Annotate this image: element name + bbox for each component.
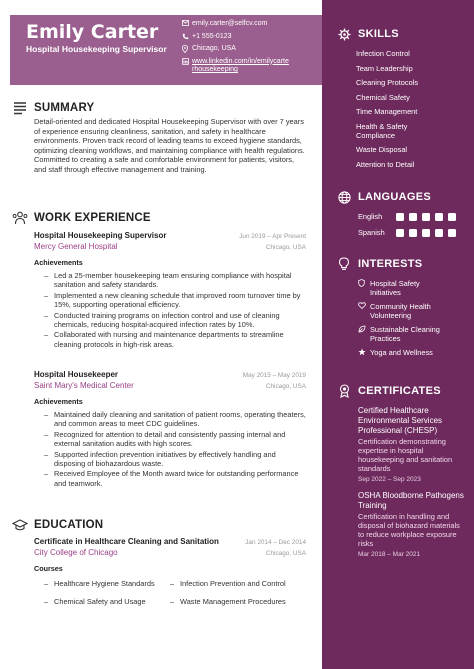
interests-section bbox=[336, 257, 468, 362]
skill-item: Infection Control bbox=[356, 49, 410, 58]
achievement-item: – Collaborated with nursing and maintenance departments to streamline cleaning protocols in high-risk areas. bbox=[44, 330, 306, 349]
achievement-item: – Conducted training programs on infection control and use of cleaning chemicals, reducing hospital-acquired infection rates by 10%. bbox=[44, 311, 306, 330]
summary-text: Detail-oriented and dedicated Hospital Housekeeping Supervisor with over 7 years of experience ensuring cleanliness, sanitation, and safety in healthcare environments. Proven track record of leading teams to exceed hygiene standards, optimizing cleaning workflows, and maintaining compliance with health regulations. Committed to creating a safe and comfortable environment for patients, visitors, and staff through effective management and training. bbox=[34, 117, 305, 174]
leaf-icon bbox=[358, 325, 366, 335]
achievement-item: – Recognized for attention to detail and consistently passing internal and external sanitation audits with high scores. bbox=[44, 430, 306, 449]
document-icon bbox=[12, 100, 28, 116]
courses-label: Courses bbox=[34, 564, 63, 573]
education-entry bbox=[34, 537, 306, 606]
contact-linkedin[interactable] bbox=[182, 58, 328, 75]
summary-title: SUMMARY bbox=[34, 102, 95, 114]
course-list bbox=[34, 579, 306, 606]
sidebar bbox=[322, 0, 474, 669]
skill-item: Cleaning Protocols bbox=[356, 78, 419, 87]
certificate-desc: Certification in handling and disposal of biohazard materials to reduce workplace exposure risks bbox=[358, 512, 460, 548]
certificate-entry bbox=[336, 491, 468, 558]
certificate-title: Certified Healthcare Environmental Services Professional (CHESP) bbox=[358, 406, 443, 435]
email-text: emily.carter@selfcv.com bbox=[192, 20, 268, 27]
course-item: – Chemical Safety and Usage bbox=[44, 597, 170, 606]
interest-label: Community Health Volunteering bbox=[370, 302, 431, 320]
course-item: – Healthcare Hygiene Standards bbox=[44, 579, 170, 588]
language-row bbox=[336, 228, 468, 237]
achievement-list bbox=[34, 271, 306, 349]
certificate-icon bbox=[336, 384, 352, 398]
linkedin-line-1: www.linkedin.com/in/emilycarte bbox=[192, 57, 289, 65]
achievement-item: – Received Employee of the Month award twice for outstanding performance and teamwork. bbox=[44, 469, 306, 488]
interest-item bbox=[358, 279, 440, 297]
languages-section bbox=[336, 190, 468, 244]
linkedin-link[interactable] bbox=[192, 58, 289, 75]
experience-title: WORK EXPERIENCE bbox=[34, 212, 151, 224]
linkedin-line-2: rhousekeeping bbox=[192, 66, 238, 73]
contact-location bbox=[182, 45, 328, 54]
job-title: Hospital Housekeeping Supervisor bbox=[34, 231, 167, 240]
contact-phone[interactable] bbox=[182, 33, 328, 42]
education-heading bbox=[12, 517, 103, 533]
skill-item: Health & Safety Compliance bbox=[356, 121, 408, 140]
language-name: Spanish bbox=[358, 228, 385, 237]
gear-icon bbox=[336, 27, 352, 41]
certificates-title: CERTIFICATES bbox=[358, 385, 441, 397]
certificate-dates: Mar 2018 – Mar 2021 bbox=[358, 551, 421, 558]
certificate-dates: Sep 2022 – Sep 2023 bbox=[358, 476, 421, 483]
globe-icon bbox=[336, 190, 352, 204]
achievements-label: Achievements bbox=[34, 397, 83, 406]
graduation-cap-icon bbox=[12, 517, 28, 533]
proficiency-dot bbox=[396, 213, 404, 221]
interest-item bbox=[358, 302, 440, 320]
language-name: English bbox=[358, 212, 383, 221]
interest-item bbox=[358, 325, 448, 343]
language-row bbox=[336, 212, 468, 221]
linkedin-icon bbox=[182, 58, 192, 65]
email-icon bbox=[182, 20, 192, 26]
skill-item: Chemical Safety bbox=[356, 92, 410, 102]
interests-list bbox=[336, 279, 468, 357]
job-title: Hospital Housekeeper bbox=[34, 370, 119, 379]
achievement-item: – Maintained daily cleaning and sanitation of patient rooms, operating theaters, and common areas to meet CDC guidelines. bbox=[44, 410, 306, 429]
job-dates: May 2015 – May 2019 bbox=[242, 372, 306, 379]
skill-item: Team Leadership bbox=[356, 63, 413, 73]
course-item: – Waste Management Procedures bbox=[170, 597, 310, 606]
course-item: – Infection Prevention and Control bbox=[170, 579, 310, 588]
proficiency-dot bbox=[422, 213, 430, 221]
job-company: Saint Mary's Medical Center bbox=[34, 381, 134, 390]
achievement-list bbox=[34, 410, 306, 488]
contact-email[interactable] bbox=[182, 20, 328, 29]
experience-heading bbox=[12, 210, 151, 226]
location-text: Chicago, USA bbox=[192, 45, 236, 52]
interest-item bbox=[358, 348, 468, 357]
achievement-item: – Led a 25-member housekeeping team ensuring compliance with hospital sanitation and safety standards. bbox=[44, 271, 306, 290]
interest-label: Hospital Safety Initiatives bbox=[370, 279, 420, 297]
skills-section bbox=[336, 27, 468, 174]
certificate-title: OSHA Bloodborne Pathogens Training bbox=[358, 491, 464, 510]
education-dates: Jan 2014 – Dec 2014 bbox=[245, 539, 306, 546]
achievements-label: Achievements bbox=[34, 258, 83, 267]
skill-item: Time Management bbox=[356, 107, 418, 116]
job-location: Chicago, USA bbox=[265, 244, 306, 251]
school-location: Chicago, USA bbox=[265, 550, 306, 557]
interests-title: INTERESTS bbox=[358, 258, 423, 270]
interest-label: Sustainable Cleaning Practices bbox=[370, 325, 440, 343]
job-dates: Jun 2019 – Apr Present bbox=[239, 233, 306, 240]
phone-text: +1 555-0123 bbox=[192, 32, 232, 40]
degree-title: Certificate in Healthcare Cleaning and Sanitation bbox=[34, 537, 219, 546]
location-pin-icon bbox=[182, 45, 192, 53]
proficiency-dot bbox=[396, 229, 404, 237]
achievement-item: – Implemented a new cleaning schedule that improved room turnover time by 15%, supporting operational efficiency. bbox=[44, 291, 306, 310]
proficiency-dot bbox=[422, 229, 430, 237]
proficiency-dot bbox=[435, 213, 443, 221]
interest-label: Yoga and Wellness bbox=[370, 348, 433, 357]
job-location: Chicago, USA bbox=[265, 383, 306, 390]
proficiency-dot bbox=[448, 213, 456, 221]
education-title: EDUCATION bbox=[34, 519, 104, 531]
candidate-name: Emily Carter bbox=[26, 21, 159, 43]
job-company: Mercy General Hospital bbox=[34, 242, 118, 251]
achievement-item: – Supported infection prevention initiatives by effectively handling and disposing of biohazardous waste. bbox=[44, 450, 306, 469]
proficiency-dot bbox=[435, 229, 443, 237]
team-icon bbox=[12, 210, 28, 226]
header-band bbox=[10, 15, 331, 85]
shield-icon bbox=[358, 279, 365, 289]
skills-list bbox=[336, 49, 468, 169]
certificate-entry bbox=[336, 406, 468, 483]
job-entry bbox=[34, 370, 306, 489]
candidate-role: Hospital Housekeeping Supervisor bbox=[26, 44, 167, 54]
skills-title: SKILLS bbox=[358, 28, 399, 40]
proficiency-dot bbox=[409, 229, 417, 237]
certificate-desc: Certification demonstrating expertise in hospital housekeeping and sanitation standards bbox=[358, 437, 453, 473]
languages-title: LANGUAGES bbox=[358, 191, 431, 203]
summary-heading bbox=[12, 100, 94, 116]
heart-icon bbox=[358, 302, 366, 311]
proficiency-dots bbox=[396, 229, 456, 237]
star-icon bbox=[358, 348, 366, 358]
proficiency-dot bbox=[409, 213, 417, 221]
skill-item: Waste Disposal bbox=[356, 145, 408, 154]
school-name: City College of Chicago bbox=[34, 548, 118, 557]
skill-item: Attention to Detail bbox=[356, 159, 415, 169]
job-entry bbox=[34, 231, 306, 350]
phone-icon bbox=[182, 33, 192, 40]
bulb-icon bbox=[336, 257, 352, 271]
certificates-section bbox=[336, 384, 468, 566]
contact-block bbox=[182, 20, 328, 79]
proficiency-dots bbox=[396, 213, 456, 221]
proficiency-dot bbox=[448, 229, 456, 237]
